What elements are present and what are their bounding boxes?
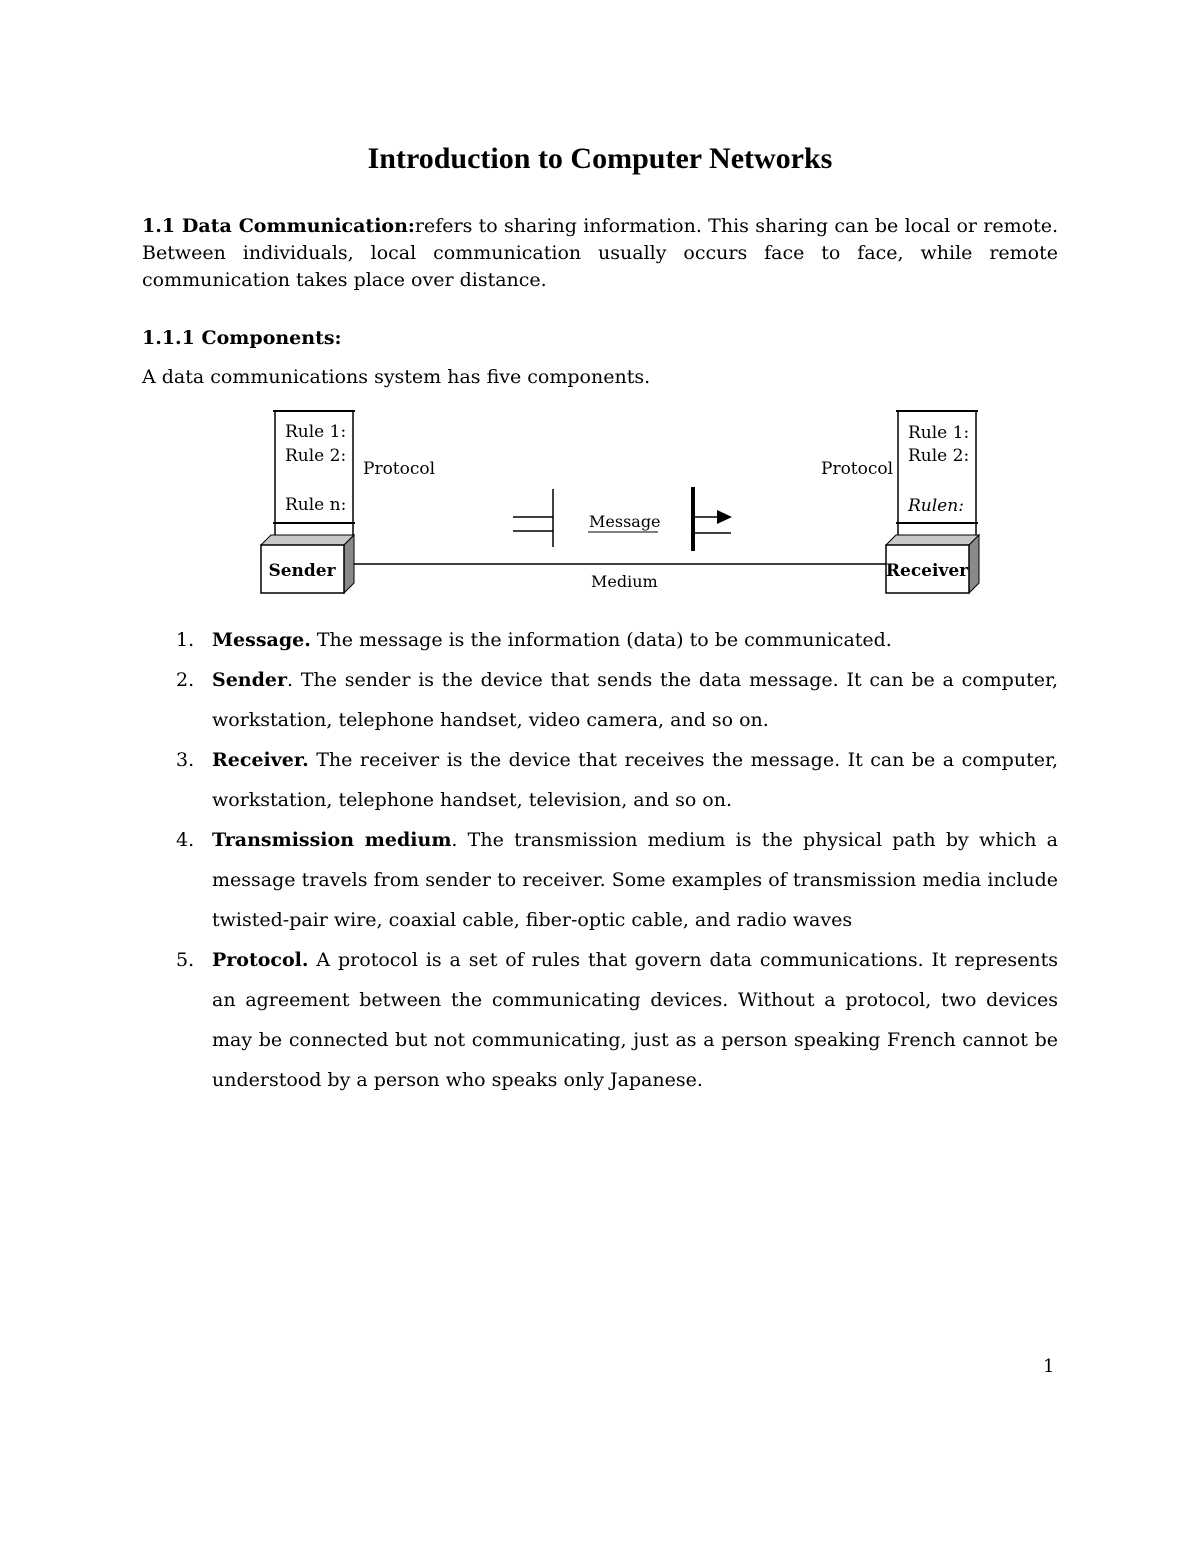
list-text: . The sender is the device that sends the data message. It can be a computer, workstation, telephone handset, video camera, and so on. xyxy=(212,669,1058,731)
sender-rule-n: Rule n: xyxy=(285,495,347,515)
list-term: Protocol. xyxy=(212,949,309,971)
receiver-rule-n: Rulen: xyxy=(908,496,964,516)
list-text: The receiver is the device that receives the message. It can be a computer, workstation, telephone handset, television, and so on. xyxy=(212,749,1058,811)
data-communication-diagram xyxy=(255,405,985,600)
list-term: Sender xyxy=(212,669,288,691)
components-list xyxy=(142,620,1058,1100)
list-item xyxy=(142,940,1058,1100)
list-item xyxy=(142,660,1058,740)
protocol-label-right: Protocol xyxy=(821,459,894,479)
receiver-rule-2: Rule 2: xyxy=(908,446,970,466)
medium-label: Medium xyxy=(591,572,658,591)
receiver-label: Receiver xyxy=(885,561,969,581)
intro-paragraph xyxy=(142,213,1058,294)
sender-label: Sender xyxy=(268,561,336,581)
receiver-protocol-box xyxy=(896,411,978,538)
page-title: Introduction to Computer Networks xyxy=(367,142,833,175)
protocol-label-left: Protocol xyxy=(363,459,436,479)
message-label: Message xyxy=(589,512,661,531)
list-number: 2. xyxy=(176,669,195,691)
list-text: A protocol is a set of rules that govern data communications. It represents an agreement between the communicating devices. Without a protocol, two devices may be connected but not communicating, just as a person speaking French cannot be understood by a person who speaks only Japanese. xyxy=(212,949,1058,1091)
components-heading: 1.1.1 Components: xyxy=(142,327,342,349)
list-item xyxy=(142,740,1058,820)
list-term: Message. xyxy=(212,629,311,651)
receiver-rule-1: Rule 1: xyxy=(908,423,970,443)
sender-protocol-box xyxy=(273,411,355,538)
intro-text: refers to sharing information. This sharing can be local or remote. Between individuals, local communication usually occurs face to face, while remote communication takes place over distance. xyxy=(142,215,1058,291)
list-text: . The transmission medium is the physical path by which a message travels from sender to receiver. Some examples of transmission media include twisted-pair wire, coaxial cable, fiber-optic cable, and radio waves xyxy=(212,829,1058,931)
intro-heading: 1.1 Data Communication: xyxy=(142,215,415,237)
components-intro: A data communications system has five components. xyxy=(142,366,651,388)
list-term: Receiver. xyxy=(212,749,309,771)
page-number: 1 xyxy=(1043,1356,1055,1377)
list-item xyxy=(142,820,1058,940)
list-number: 3. xyxy=(176,749,195,771)
sender-device xyxy=(261,535,354,593)
list-number: 5. xyxy=(176,949,195,971)
list-term: Transmission medium xyxy=(212,829,452,851)
list-number: 4. xyxy=(176,829,195,851)
receiver-device xyxy=(886,535,979,593)
list-number: 1. xyxy=(176,629,195,651)
sender-rule-1: Rule 1: xyxy=(285,422,347,442)
list-text: The message is the information (data) to be communicated. xyxy=(310,629,892,651)
list-item xyxy=(142,620,1058,660)
sender-rule-2: Rule 2: xyxy=(285,446,347,466)
